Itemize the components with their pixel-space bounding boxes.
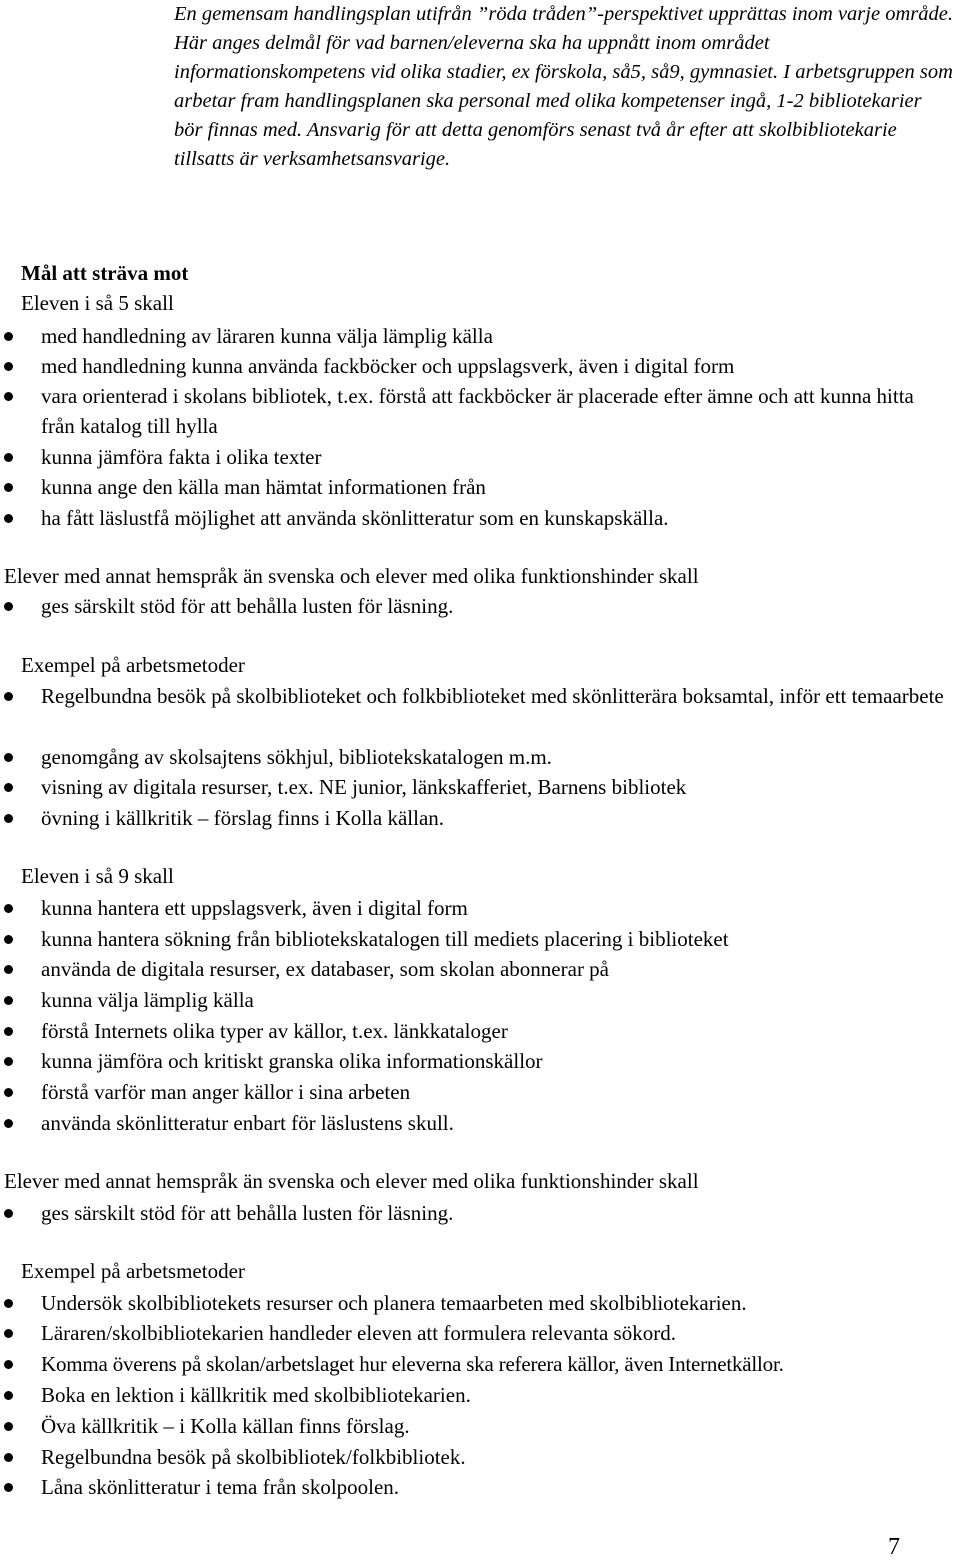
list-item-text: Öva källkritik – i Kolla källan finns förslag.: [41, 1414, 410, 1438]
bullet-icon: [4, 1027, 13, 1036]
bullet-icon: [4, 1088, 13, 1097]
bullet-icon: [4, 935, 13, 944]
bullet-icon: [4, 1391, 13, 1400]
list-item-text: förstå Internets olika typer av källor, t.ex. länkkataloger: [41, 1019, 508, 1043]
bullet-icon: [4, 362, 13, 371]
bullet-icon: [4, 1483, 13, 1492]
list-item-text: ges särskilt stöd för att behålla lusten för läsning.: [41, 1201, 454, 1225]
list-item-text: kunna jämföra och kritiskt granska olika informationskällor: [41, 1049, 543, 1073]
bullet-icon: [4, 1209, 13, 1218]
bullet-icon: [4, 1453, 13, 1462]
page-number: 7: [888, 1534, 900, 1560]
bullet-icon: [4, 1057, 13, 1066]
bullet-icon: [4, 453, 13, 462]
list-item-text: Regelbundna besök på skolbibliotek/folkbibliotek.: [41, 1445, 466, 1469]
list-item-text: visning av digitala resurser, t.ex. NE junior, länkskafferiet, Barnens bibliotek: [41, 775, 687, 799]
s5-examples-title: Exempel på arbetsmetoder: [21, 653, 245, 677]
bullet-icon: [4, 1299, 13, 1308]
list-item-text: Låna skönlitteratur i tema från skolpoolen.: [41, 1475, 400, 1499]
list-item-text: Regelbundna besök på skolbiblioteket och folkbiblioteket med skönlitterära boksamtal, inför ett temaarbete: [41, 684, 944, 708]
bullet-icon: [4, 1119, 13, 1128]
list-item-text: övning i källkritik – förslag finns i Kolla källan.: [41, 806, 445, 830]
list-item-text: använda de digitala resurser, ex databaser, som skolan abonnerar på: [41, 957, 610, 981]
list-item-text: genomgång av skolsajtens sökhjul, bibliotekskatalogen m.m.: [41, 745, 552, 769]
bullet-icon: [4, 483, 13, 492]
s9-other-lang: Elever med annat hemspråk än svenska och elever med olika funktionshinder skall: [4, 1169, 699, 1193]
bullet-icon: [4, 332, 13, 341]
list-item-text: med handledning av läraren kunna välja lämplig källa: [41, 324, 493, 348]
list-item-text: kunna välja lämplig källa: [41, 988, 254, 1012]
s5-other-lang: Elever med annat hemspråk än svenska och elever med olika funktionshinder skall: [4, 564, 699, 588]
list-item-text: kunna ange den källa man hämtat informationen från: [41, 475, 486, 499]
list-item-text: kunna hantera ett uppslagsverk, även i digital form: [41, 896, 468, 920]
bullet-icon: [4, 753, 13, 762]
bullet-icon: [4, 692, 13, 701]
list-item-text: Läraren/skolbibliotekarien handleder eleven att formulera relevanta sökord.: [41, 1321, 676, 1345]
list-item-text: vara orienterad i skolans bibliotek, t.ex. förstå att fackböcker är placerade efter ämne och att kunna hitta från katalog till hylla: [41, 384, 914, 438]
s9-title: Eleven i så 9 skall: [21, 864, 174, 888]
bullet-icon: [4, 1360, 13, 1369]
bullet-icon: [4, 392, 13, 401]
bullet-icon: [4, 1329, 13, 1338]
bullet-icon: [4, 814, 13, 823]
bullet-icon: [4, 514, 13, 523]
list-item-text: Boka en lektion i källkritik med skolbibliotekarien.: [41, 1383, 471, 1407]
heading-goals: Mål att sträva mot: [21, 261, 189, 285]
intro-paragraph: [174, 0, 954, 174]
intro-text: En gemensam handlingsplan utifrån ”röda tråden”-perspektivet upprättas inom varje område. Här anges delmål för vad barnen/eleverna ska ha uppnått inom området informationskompetens vid olika stadier, ex förskola, så5, så9, gymnasiet. I arbetsgruppen som arbetar fram handlingsplanen ska personal med olika kompetenser ingå, 1-2 bibliotekarier bör finnas med. Ansvarig för att detta genomförs senast två år efter att skolbibliotekarie tillsatts är verksamhetsansvarige.: [174, 3, 953, 170]
bullet-icon: [4, 965, 13, 974]
list-item-text: ges särskilt stöd för att behålla lusten för läsning.: [41, 594, 454, 618]
bullet-icon: [4, 904, 13, 913]
bullet-icon: [4, 783, 13, 792]
bullet-icon: [4, 1422, 13, 1431]
list-item-text: kunna hantera sökning från bibliotekskatalogen till mediets placering i biblioteket: [41, 927, 729, 951]
list-item-text: med handledning kunna använda fackböcker och uppslagsverk, även i digital form: [41, 354, 735, 378]
bullet-icon: [4, 602, 13, 611]
bullet-icon: [4, 996, 13, 1005]
list-item-text: förstå varför man anger källor i sina arbeten: [41, 1080, 411, 1104]
s5-title: Eleven i så 5 skall: [21, 291, 174, 315]
list-item-text: ha fått läslustfå möjlighet att använda skönlitteratur som en kunskapskälla.: [41, 506, 669, 530]
s9-examples-title: Exempel på arbetsmetoder: [21, 1259, 245, 1283]
list-item-text: Undersök skolbibliotekets resurser och planera temaarbeten med skolbibliotekarien.: [41, 1291, 747, 1315]
list-item-text: kunna jämföra fakta i olika texter: [41, 445, 322, 469]
list-item-text: använda skönlitteratur enbart för läslustens skull.: [41, 1111, 454, 1135]
list-item-text: Komma överens på skolan/arbetslaget hur eleverna ska referera källor, även Internetkällor.: [41, 1352, 784, 1376]
